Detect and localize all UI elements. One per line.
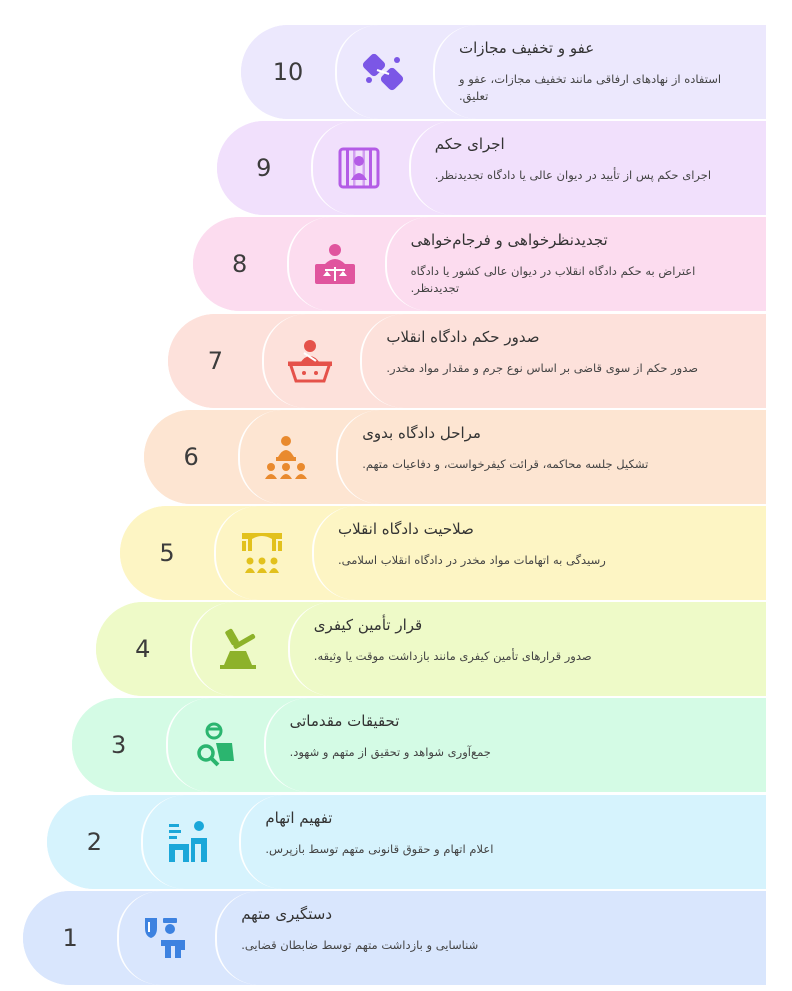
step-card	[120, 506, 766, 600]
step-number: 7	[207, 346, 224, 375]
step-icon-segment	[117, 891, 219, 985]
step-title: اجرای حکم	[434, 135, 505, 154]
step-text-segment	[215, 891, 766, 985]
step-number: 3	[110, 731, 127, 760]
step-card	[217, 121, 766, 215]
judge-bench-icon	[286, 337, 334, 385]
step-description: اعلام اتهام و حقوق قانونی متهم توسط بازپرس.	[265, 841, 494, 856]
step-description: جمع‌آوری شواهد و تحقیق از متهم و شهود.	[289, 745, 491, 760]
step-text-segment	[385, 217, 766, 311]
step-number: 1	[62, 923, 78, 952]
step-card	[193, 217, 766, 311]
step-description: اعتراض به حکم دادگاه انقلاب در دیوان عالی کشور یا دادگاه تجدیدنظر.	[410, 264, 696, 296]
step-text-segment	[433, 25, 766, 119]
process-step	[47, 795, 766, 889]
investigator-icon	[190, 721, 238, 769]
step-number: 9	[256, 154, 272, 183]
process-step	[193, 217, 766, 311]
step-icon-segment	[311, 121, 413, 215]
interrogation-icon	[165, 818, 213, 866]
audience-icon	[262, 433, 310, 481]
step-description: صدور حکم از سوی قاضی بر اساس نوع جرم و مقدار مواد مخدر.	[386, 360, 699, 375]
process-step	[144, 410, 766, 504]
step-icon-segment	[287, 217, 389, 311]
step-description: رسیدگی به اتهامات مواد مخدر در دادگاه انقلاب اسلامی.	[338, 553, 606, 567]
process-step	[72, 698, 766, 792]
step-card	[72, 698, 766, 792]
step-title: قرار تأمین کیفری	[313, 616, 423, 635]
step-number-segment	[241, 25, 336, 119]
step-description: استفاده از نهادهای ارفاقی مانند تخفیف مجازات، عفو و تعلیق.	[459, 72, 722, 103]
step-card	[168, 314, 766, 408]
step-number-segment	[96, 602, 191, 696]
step-icon-segment	[238, 410, 340, 504]
step-icon-segment	[214, 506, 316, 600]
step-card	[241, 25, 766, 119]
step-text-segment	[239, 795, 766, 889]
step-description: تشکیل جلسه محاکمه، قرائت کیفرخواست، و دفاعیات متهم.	[362, 456, 649, 471]
step-text-segment	[312, 506, 766, 600]
police-icon	[141, 914, 189, 962]
judge-scale-icon	[311, 240, 359, 288]
step-title: تجدیدنظرخواهی و فرجام‌خواهی	[410, 231, 608, 250]
step-text-segment	[336, 410, 766, 504]
step-title: دستگیری متهم	[241, 904, 333, 923]
step-description: شناسایی و بازداشت متهم توسط ضابطان قضایی.	[241, 937, 479, 952]
step-description: اجرای حکم پس از تأیید در دیوان عالی یا دادگاه تجدیدنظر.	[434, 168, 712, 183]
step-title: تفهیم اتهام	[265, 808, 333, 827]
step-number: 5	[159, 539, 175, 567]
step-text-segment	[409, 121, 766, 215]
step-number-segment	[217, 121, 312, 215]
step-title: تحقیقات مقدماتی	[289, 712, 400, 731]
step-number: 6	[183, 442, 199, 471]
step-card	[47, 795, 766, 889]
step-text-segment	[360, 314, 766, 408]
step-title: مراحل دادگاه بدوی	[362, 423, 481, 442]
step-number: 8	[231, 250, 248, 279]
process-step	[241, 25, 766, 119]
step-card	[144, 410, 766, 504]
step-title: عفو و تخفیف مجازات	[459, 39, 595, 57]
step-number-segment	[120, 506, 215, 600]
process-step	[120, 506, 766, 600]
step-number: 10	[272, 58, 304, 86]
handshake-icon	[359, 48, 407, 96]
court-hall-icon	[238, 529, 286, 577]
step-icon-segment	[166, 698, 268, 792]
step-description: صدور قرارهای تأمین کیفری مانند بازداشت موقت یا وثیقه.	[313, 649, 592, 664]
step-number: 2	[86, 827, 103, 856]
step-title: صدور حکم دادگاه انقلاب	[386, 327, 540, 346]
step-number-segment	[168, 314, 263, 408]
step-icon-segment	[190, 602, 292, 696]
step-number-segment	[144, 410, 239, 504]
step-icon-segment	[262, 314, 364, 408]
step-icon-segment	[335, 25, 437, 119]
step-icon-segment	[141, 795, 243, 889]
step-card	[96, 602, 766, 696]
process-step	[96, 602, 766, 696]
step-text-segment	[288, 602, 766, 696]
step-number-segment	[72, 698, 167, 792]
step-title: صلاحیت دادگاه انقلاب	[338, 520, 474, 538]
step-number-segment	[193, 217, 288, 311]
step-text-segment	[264, 698, 766, 792]
gavel-icon	[214, 625, 262, 673]
prison-icon	[335, 144, 383, 192]
step-number-segment	[23, 891, 118, 985]
process-step	[217, 121, 766, 215]
step-number-segment	[47, 795, 142, 889]
process-step	[168, 314, 766, 408]
process-step	[23, 891, 766, 985]
step-card	[23, 891, 766, 985]
step-number: 4	[135, 635, 151, 664]
